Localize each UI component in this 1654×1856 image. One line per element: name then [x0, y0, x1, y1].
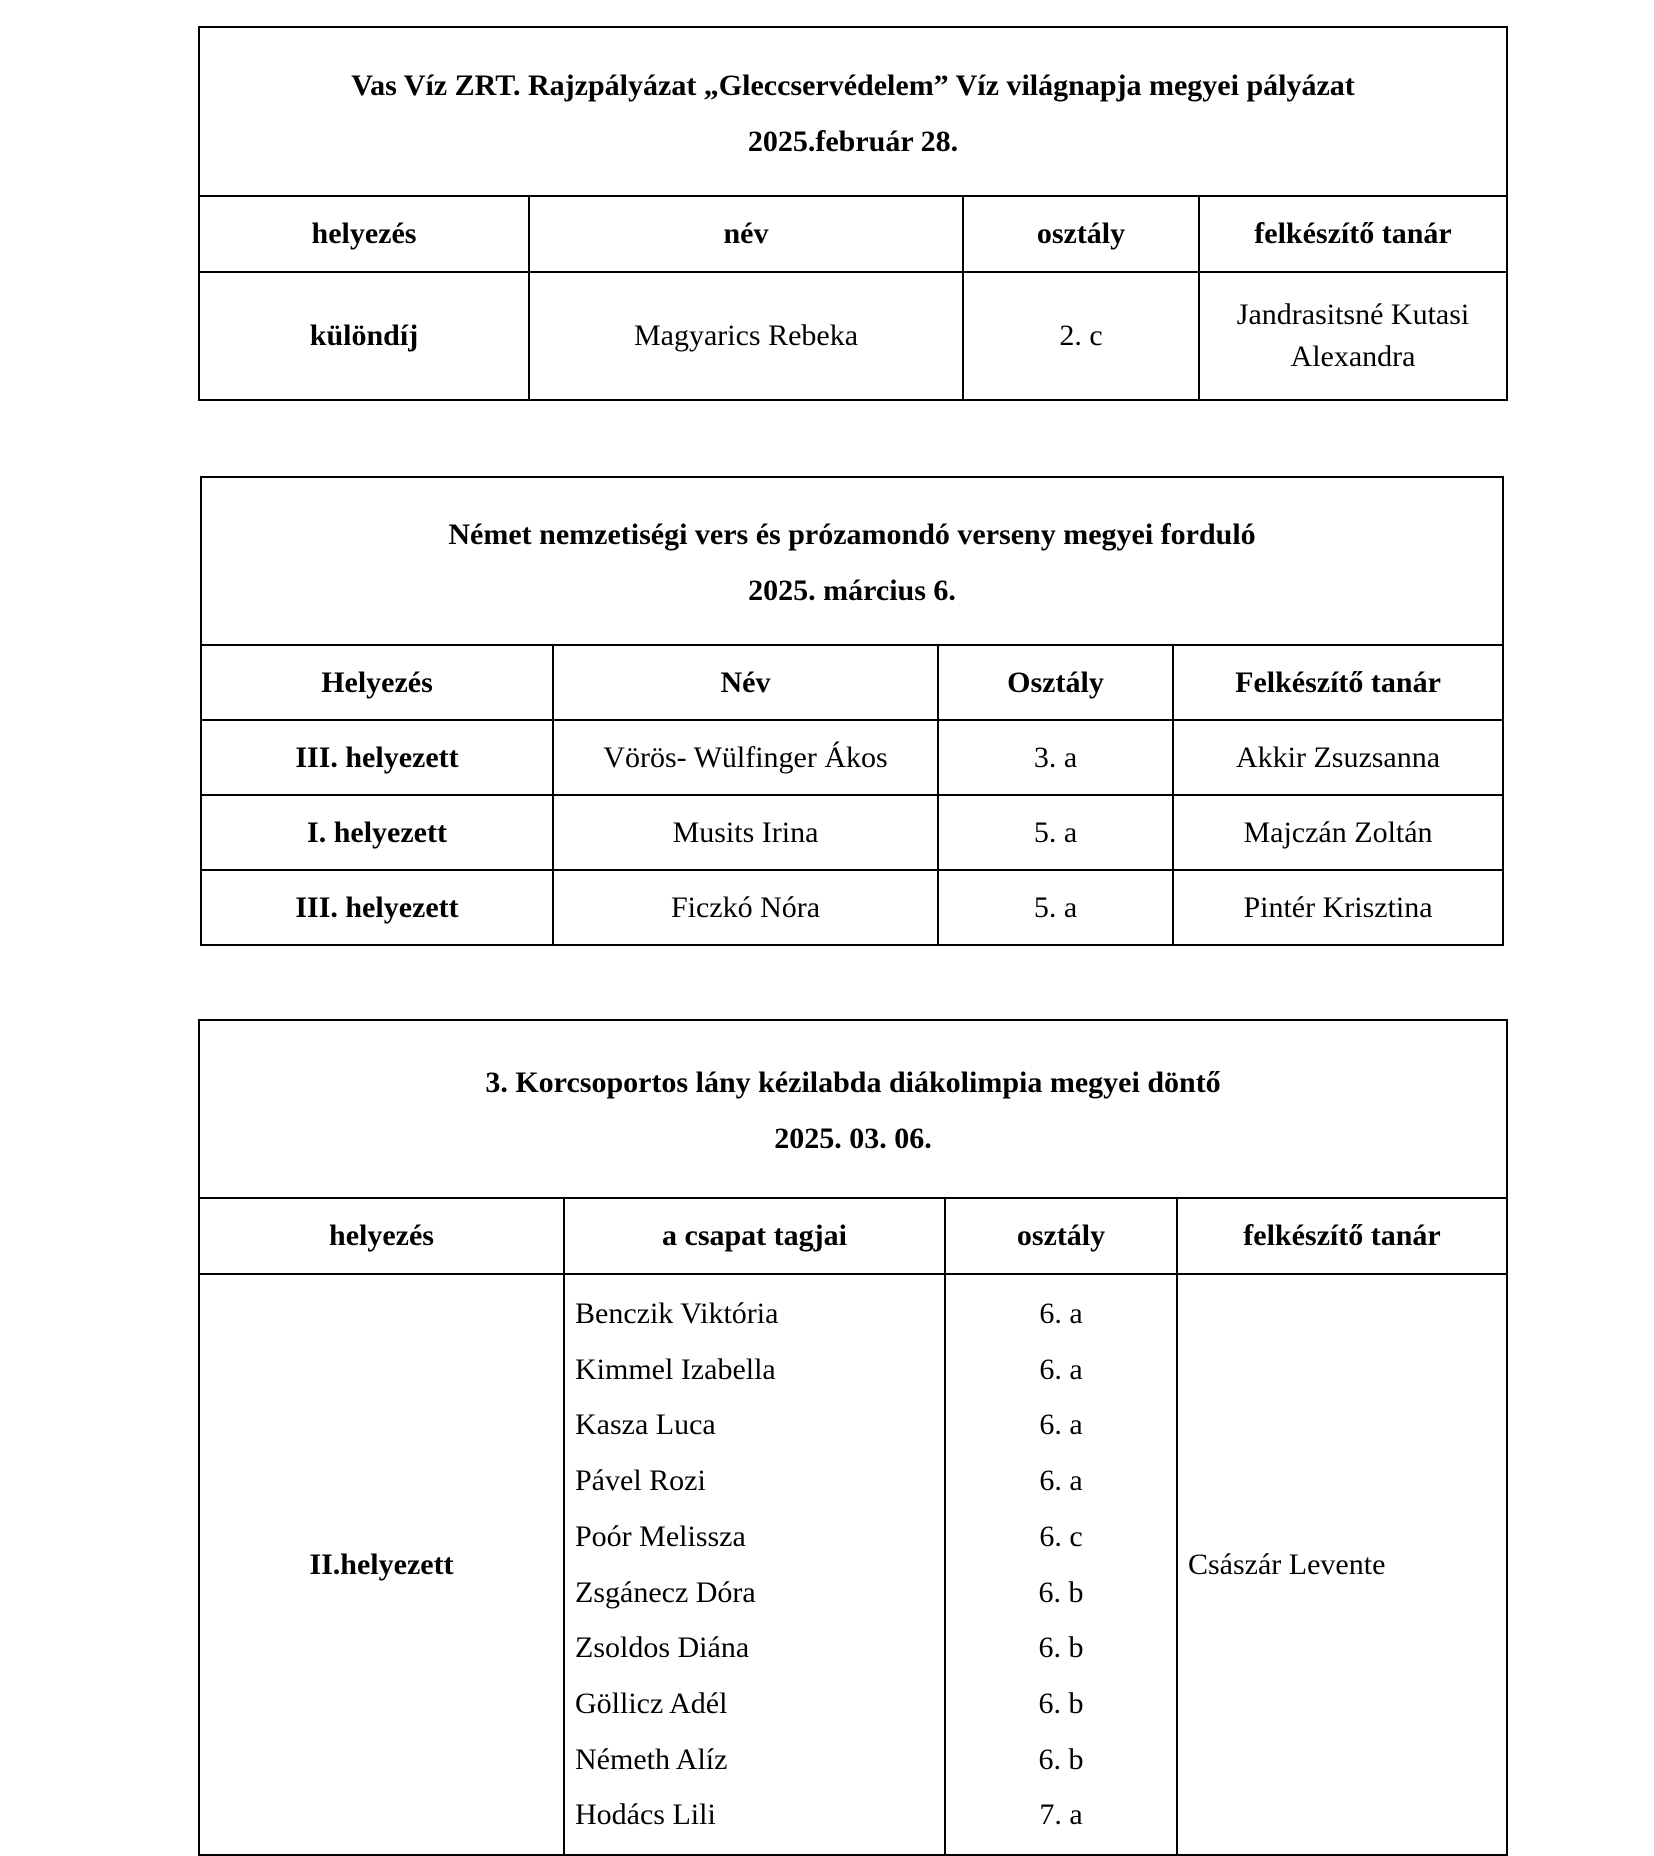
- member-name: Kimmel Izabella: [575, 1352, 776, 1386]
- header-name: név: [529, 196, 963, 272]
- member-name: Benczik Viktória: [575, 1296, 779, 1330]
- member-name: Kasza Luca: [575, 1408, 716, 1442]
- header-teacher: Felkészítő tanár: [1173, 645, 1503, 720]
- table-row: [201, 870, 1503, 945]
- header-name: Név: [553, 645, 938, 720]
- header-placement: helyezés: [199, 196, 529, 272]
- cell-class: 5. a: [938, 795, 1173, 870]
- header-placement: Helyezés: [201, 645, 553, 720]
- cell-teacher: Császár Levente: [1177, 1274, 1507, 1855]
- table-row: [201, 795, 1503, 870]
- results-table-recitation-contest: [200, 476, 1504, 946]
- member-class: 6. b: [1038, 1742, 1084, 1776]
- member-name: Poór Melissza: [575, 1519, 746, 1553]
- title-line-2: 2025. március 6.: [748, 574, 956, 607]
- member-class: 6. a: [1039, 1296, 1083, 1330]
- team-members-cell: [564, 1274, 945, 1855]
- member-name: Zsgánecz Dóra: [575, 1575, 756, 1609]
- results-table-handball-team: [198, 1019, 1508, 1856]
- title-line-2: 2025. 03. 06.: [774, 1122, 932, 1155]
- cell-teacher: Akkir Zsuzsanna: [1173, 720, 1503, 795]
- cell-name: Ficzkó Nóra: [553, 870, 938, 945]
- results-table-drawing-contest: [198, 26, 1508, 401]
- table-title: [201, 477, 1503, 645]
- member-name: Hodács Lili: [575, 1798, 716, 1832]
- cell-placement: II.helyezett: [199, 1274, 564, 1855]
- table-title: [199, 1020, 1507, 1198]
- cell-teacher: Pintér Krisztina: [1173, 870, 1503, 945]
- title-line-1: Német nemzetiségi vers és prózamondó verseny megyei forduló: [448, 518, 1256, 551]
- header-teacher: felkészítő tanár: [1177, 1198, 1507, 1274]
- cell-name: Vörös- Wülfinger Ákos: [553, 720, 938, 795]
- cell-teacher: Jandrasitsné Kutasi Alexandra: [1199, 272, 1507, 400]
- table-row: [199, 1274, 1507, 1855]
- header-placement: helyezés: [199, 1198, 564, 1274]
- cell-name: Musits Irina: [553, 795, 938, 870]
- header-class: Osztály: [938, 645, 1173, 720]
- header-team-members: a csapat tagjai: [564, 1198, 945, 1274]
- cell-placement: III. helyezett: [201, 870, 553, 945]
- title-line-1: 3. Korcsoportos lány kézilabda diákolimpia megyei döntő: [485, 1066, 1221, 1099]
- member-class: 6. a: [1039, 1408, 1083, 1442]
- member-class: 6. c: [1039, 1519, 1083, 1553]
- title-line-2: 2025.február 28.: [747, 124, 959, 158]
- cell-class: 3. a: [938, 720, 1173, 795]
- cell-placement: III. helyezett: [201, 720, 553, 795]
- cell-class: 5. a: [938, 870, 1173, 945]
- member-name: Göllicz Adél: [575, 1686, 728, 1720]
- member-class: 6. b: [1038, 1686, 1084, 1720]
- table-row: [199, 272, 1507, 400]
- member-class: 6. a: [1039, 1352, 1083, 1386]
- cell-class: 2. c: [963, 272, 1199, 400]
- member-name: Németh Alíz: [575, 1742, 728, 1776]
- table-title: [199, 27, 1507, 196]
- member-class: 7. a: [1039, 1798, 1083, 1832]
- member-classes-cell: [945, 1274, 1177, 1855]
- member-class: 6. b: [1038, 1575, 1084, 1609]
- header-class: osztály: [963, 196, 1199, 272]
- cell-placement: I. helyezett: [201, 795, 553, 870]
- cell-teacher: Majczán Zoltán: [1173, 795, 1503, 870]
- cell-name: Magyarics Rebeka: [529, 272, 963, 400]
- header-class: osztály: [945, 1198, 1177, 1274]
- member-class: 6. b: [1038, 1631, 1084, 1665]
- member-name: Zsoldos Diána: [575, 1631, 750, 1665]
- table-row: [201, 720, 1503, 795]
- header-teacher: felkészítő tanár: [1199, 196, 1507, 272]
- cell-placement: különdíj: [199, 272, 529, 400]
- title-line-1: Vas Víz ZRT. Rajzpályázat „Gleccservédelem” Víz világnapja megyei pályázat: [351, 68, 1355, 102]
- member-name: Pável Rozi: [575, 1464, 706, 1498]
- member-class: 6. a: [1039, 1464, 1083, 1498]
